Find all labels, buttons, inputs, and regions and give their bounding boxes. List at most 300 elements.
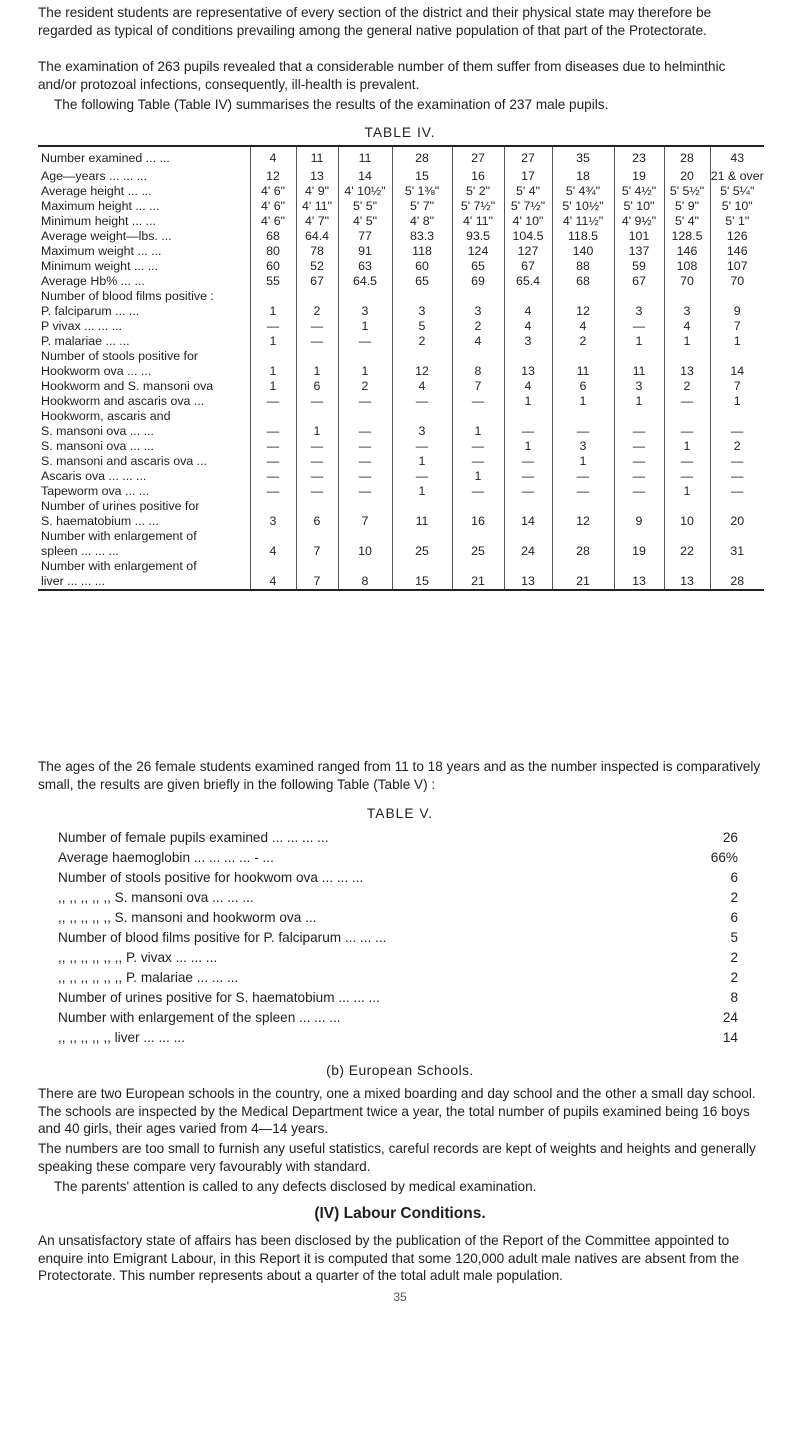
table-cell: 7	[710, 379, 764, 394]
table-cell: 7	[710, 319, 764, 334]
table-cell	[614, 409, 664, 424]
item-label: Number with enlargement of the spleen ... ... ...	[58, 1010, 341, 1025]
table-cell: 65.4	[504, 274, 552, 289]
table-cell	[664, 349, 710, 364]
table-cell: 67	[296, 274, 338, 289]
table-cell: 6	[296, 379, 338, 394]
table-cell: 13	[664, 364, 710, 379]
item-value: 2	[730, 970, 738, 985]
table-cell: 8	[452, 364, 504, 379]
table-cell	[614, 349, 664, 364]
table-row	[38, 514, 764, 529]
table-cell: 3	[392, 304, 452, 319]
row-label: Number with enlargement of	[41, 529, 197, 543]
table-cell: —	[296, 469, 338, 484]
table-cell: 31	[710, 544, 764, 559]
table-cell: 5' 4"	[664, 214, 710, 229]
table-cell: 3	[614, 304, 664, 319]
table-cell: 1	[504, 439, 552, 454]
item-label: ,, ,, ,, ,, ,, ,, P. vivax ... ... ...	[58, 950, 218, 965]
row-label: Average weight—lbs. ...	[41, 229, 172, 243]
table-cell: —	[452, 454, 504, 469]
list-item	[58, 848, 738, 868]
table-cell: 4	[504, 379, 552, 394]
table-cell: 21	[452, 574, 504, 589]
list-item	[58, 968, 738, 988]
table-cell: 67	[504, 259, 552, 274]
table-cell	[296, 499, 338, 514]
table-cell	[250, 529, 296, 544]
table-cell	[392, 529, 452, 544]
row-label: P. falciparum ... ...	[41, 304, 140, 318]
table-cell: —	[664, 394, 710, 409]
table-cell: 10	[664, 514, 710, 529]
table-cell	[504, 499, 552, 514]
list-item	[58, 868, 738, 888]
page-number: 35	[393, 1290, 407, 1304]
table-cell	[552, 349, 614, 364]
table-cell: 1	[250, 379, 296, 394]
table-v-title: TABLE V.	[366, 806, 434, 821]
table-cell	[452, 349, 504, 364]
table-cell: —	[296, 484, 338, 499]
row-label: Maximum height ... ...	[41, 199, 160, 213]
table-row	[38, 499, 764, 514]
table-cell: —	[296, 319, 338, 334]
table-cell: 28	[710, 574, 764, 589]
table-cell: 83.3	[392, 229, 452, 244]
table-cell: 93.5	[452, 229, 504, 244]
table-cell: 13	[296, 169, 338, 184]
table-cell: 1	[296, 364, 338, 379]
table-cell: 5' 10"	[710, 199, 764, 214]
table-cell: —	[250, 394, 296, 409]
table-iv	[38, 145, 764, 591]
table-cell: 5' 4"	[504, 184, 552, 199]
table-cell: —	[504, 484, 552, 499]
table-cell: —	[504, 469, 552, 484]
table-cell: —	[250, 484, 296, 499]
table-cell	[552, 529, 614, 544]
table-row	[38, 394, 764, 409]
table-cell: 126	[710, 229, 764, 244]
table-row	[38, 424, 764, 439]
table-v	[58, 828, 738, 1048]
table-cell: 4' 11"	[452, 214, 504, 229]
table-cell: 4' 5"	[338, 214, 392, 229]
row-label: Number examined ... ...	[41, 151, 170, 165]
list-item	[58, 1028, 738, 1048]
table-row	[38, 484, 764, 499]
table-cell: —	[338, 334, 392, 349]
row-label: Tapeworm ova ... ...	[41, 484, 150, 498]
table-cell: —	[250, 319, 296, 334]
table-row	[38, 244, 764, 259]
table-cell	[710, 409, 764, 424]
table-cell: 118.5	[552, 229, 614, 244]
table-cell: —	[552, 424, 614, 439]
table-cell	[552, 559, 614, 574]
table-cell	[452, 409, 504, 424]
row-label: S. mansoni and ascaris ova ...	[41, 454, 207, 468]
row-label: Number with enlargement of	[41, 559, 197, 573]
table-cell: 137	[614, 244, 664, 259]
table-cell: 1	[250, 304, 296, 319]
table-cell: —	[338, 484, 392, 499]
table-cell: 15	[392, 574, 452, 589]
row-label: Hookworm, ascaris and	[41, 409, 171, 423]
table-cell: 17	[504, 169, 552, 184]
table-cell: 128.5	[664, 229, 710, 244]
table-cell: 4	[504, 304, 552, 319]
table-cell	[392, 559, 452, 574]
table-cell: 5' 7"	[392, 199, 452, 214]
table-cell: 60	[250, 259, 296, 274]
table-cell: —	[710, 424, 764, 439]
table-cell: —	[250, 454, 296, 469]
table-cell	[664, 559, 710, 574]
table-cell: 5' 7½"	[504, 199, 552, 214]
table-cell: —	[392, 394, 452, 409]
table-cell: 104.5	[504, 229, 552, 244]
table-cell: 16	[452, 169, 504, 184]
row-label: Average height ... ...	[41, 184, 152, 198]
table-cell: 88	[552, 259, 614, 274]
table-cell	[710, 349, 764, 364]
table-cell: 2	[552, 334, 614, 349]
table-cell: 7	[452, 379, 504, 394]
table-cell: —	[614, 454, 664, 469]
row-label: Hookworm and S. mansoni ova	[41, 379, 214, 393]
table-cell: 25	[452, 544, 504, 559]
table-cell	[710, 559, 764, 574]
list-item	[58, 948, 738, 968]
table-cell	[338, 559, 392, 574]
intro-paragraph-2: The examination of 263 pupils revealed that a considerable number of them suffer from diseases due to helminthic and/or protozoal infections, consequently, ill-health is prevalent.	[38, 59, 726, 92]
table-cell: 1	[392, 484, 452, 499]
row-label: Number of blood films positive :	[41, 289, 214, 303]
table-row	[38, 229, 764, 244]
item-value: 6	[730, 870, 738, 885]
table-cell: 146	[710, 244, 764, 259]
table-cell: 4' 9½"	[614, 214, 664, 229]
table-cell: 13	[614, 574, 664, 589]
table-cell: 4' 10"	[504, 214, 552, 229]
table-cell: 1	[296, 424, 338, 439]
between-paragraph: The ages of the 26 female students examined ranged from 11 to 18 years and as the number inspected is comparatively small, the results are given briefly in the following Table (Table V) :	[38, 759, 761, 792]
table-cell: 1	[614, 394, 664, 409]
row-label: P vivax ... ... ...	[41, 319, 123, 333]
table-row	[38, 319, 764, 334]
table-cell: 5' 9"	[664, 199, 710, 214]
row-label: Ascaris ova ... ... ...	[41, 469, 147, 483]
european-paragraph-1: There are two European schools in the country, one a mixed boarding and day school and the other a small day school. The schools are inspected by the Medical Department twice a year, the total number of pupils examined being 16 boys and 40 girls, their ages varied from 4—14 years.	[38, 1086, 756, 1136]
item-label: ,, ,, ,, ,, ,, S. mansoni ova ... ... ...	[58, 890, 254, 905]
row-label: Hookworm ova ... ...	[41, 364, 152, 378]
table-row	[38, 147, 764, 169]
table-cell: 1	[250, 334, 296, 349]
table-cell	[338, 499, 392, 514]
table-cell: 2	[392, 334, 452, 349]
european-schools-heading: (b) European Schools.	[326, 1063, 474, 1078]
table-cell: 12	[552, 514, 614, 529]
table-cell: 65	[392, 274, 452, 289]
labour-conditions-heading: (IV) Labour Conditions.	[314, 1205, 486, 1222]
item-label: ,, ,, ,, ,, ,, ,, P. malariae ... ... ...	[58, 970, 239, 985]
list-item	[58, 928, 738, 948]
table-cell: 14	[338, 169, 392, 184]
table-cell: 11	[338, 147, 392, 169]
table-cell: 16	[452, 514, 504, 529]
table-cell	[504, 409, 552, 424]
table-cell: 8	[338, 574, 392, 589]
table-cell: 4	[392, 379, 452, 394]
table-cell: —	[250, 424, 296, 439]
row-label: P. malariae ... ...	[41, 334, 130, 348]
table-cell: 1	[552, 454, 614, 469]
item-label: ,, ,, ,, ,, ,, liver ... ... ...	[58, 1030, 185, 1045]
table-cell	[250, 499, 296, 514]
table-row	[38, 454, 764, 469]
table-cell: 5' 7½"	[452, 199, 504, 214]
table-row	[38, 469, 764, 484]
table-cell: 68	[552, 274, 614, 289]
table-cell: 35	[552, 147, 614, 169]
table-cell: 4' 11"	[296, 199, 338, 214]
row-label: Hookworm and ascaris ova ...	[41, 394, 205, 408]
table-cell: —	[338, 469, 392, 484]
table-cell: 22	[664, 544, 710, 559]
table-cell: —	[392, 439, 452, 454]
row-label: liver ... ... ...	[41, 574, 106, 588]
table-cell: 24	[504, 544, 552, 559]
table-iv-title: TABLE IV.	[364, 125, 436, 140]
table-cell	[710, 289, 764, 304]
table-cell: 1	[614, 334, 664, 349]
table-cell: 68	[250, 229, 296, 244]
labour-paragraph: An unsatisfactory state of affairs has been disclosed by the publication of the Report of the Committee appointed to enquire into Emigrant Labour, in this Report it is computed that some 120,000 adult male natives are absent from the Protectorate. This number represents about a quarter of the total adult male population.	[38, 1233, 740, 1283]
table-cell: 5' 10½"	[552, 199, 614, 214]
table-cell: 140	[552, 244, 614, 259]
item-value: 2	[730, 890, 738, 905]
list-item	[58, 888, 738, 908]
table-cell: —	[250, 439, 296, 454]
table-cell: —	[614, 439, 664, 454]
row-label: Average Hb% ... ...	[41, 274, 145, 288]
table-cell: 20	[664, 169, 710, 184]
table-cell: 3	[614, 379, 664, 394]
table-cell: 14	[504, 514, 552, 529]
table-cell	[710, 529, 764, 544]
table-cell	[392, 289, 452, 304]
table-row	[38, 439, 764, 454]
table-cell	[614, 529, 664, 544]
table-cell	[296, 529, 338, 544]
table-cell: 7	[296, 544, 338, 559]
row-label: Age—years ... ... ...	[41, 169, 148, 183]
table-cell	[392, 349, 452, 364]
table-cell: 27	[452, 147, 504, 169]
table-cell: 5' 10"	[614, 199, 664, 214]
table-cell	[296, 349, 338, 364]
table-cell: 28	[552, 544, 614, 559]
table-cell: —	[552, 484, 614, 499]
table-cell: —	[338, 439, 392, 454]
table-cell	[296, 559, 338, 574]
item-label: Number of female pupils examined ... ... ... ...	[58, 830, 329, 845]
table-cell	[452, 529, 504, 544]
table-row	[38, 274, 764, 289]
table-cell: 6	[552, 379, 614, 394]
table-cell: 4' 9"	[296, 184, 338, 199]
table-cell: —	[504, 454, 552, 469]
table-cell: 124	[452, 244, 504, 259]
table-cell: —	[664, 454, 710, 469]
table-cell: —	[614, 484, 664, 499]
list-item	[58, 908, 738, 928]
item-label: Average haemoglobin ... ... ... ... - ...	[58, 850, 274, 865]
table-cell: 101	[614, 229, 664, 244]
table-cell: 3	[250, 514, 296, 529]
item-value: 8	[730, 990, 738, 1005]
table-cell	[614, 289, 664, 304]
table-cell: —	[338, 454, 392, 469]
row-label: Minimum weight ... ...	[41, 259, 159, 273]
table-cell: 4' 7"	[296, 214, 338, 229]
table-cell	[452, 559, 504, 574]
item-label: ,, ,, ,, ,, ,, S. mansoni and hookworm ova ...	[58, 910, 317, 925]
table-cell: 5	[392, 319, 452, 334]
table-cell: 78	[296, 244, 338, 259]
table-cell: 4	[250, 147, 296, 169]
table-cell: —	[250, 469, 296, 484]
table-cell	[664, 289, 710, 304]
european-paragraph-3: The parents' attention is called to any defects disclosed by medical examination.	[54, 1179, 537, 1194]
table-cell: —	[452, 394, 504, 409]
table-row	[38, 559, 764, 574]
table-cell: 4	[250, 574, 296, 589]
table-cell: 5' 5½"	[664, 184, 710, 199]
table-cell	[504, 529, 552, 544]
table-cell	[664, 409, 710, 424]
table-cell: 12	[250, 169, 296, 184]
table-cell: 9	[614, 514, 664, 529]
table-cell: 1	[664, 439, 710, 454]
table-cell: 25	[392, 544, 452, 559]
table-cell: 15	[392, 169, 452, 184]
table-cell: —	[664, 424, 710, 439]
table-cell	[250, 289, 296, 304]
row-label: Number of urines positive for	[41, 499, 200, 513]
table-cell: 64.5	[338, 274, 392, 289]
table-cell: 27	[504, 147, 552, 169]
table-cell: 23	[614, 147, 664, 169]
table-cell: 18	[552, 169, 614, 184]
table-cell	[250, 559, 296, 574]
table-cell	[614, 559, 664, 574]
table-cell	[710, 499, 764, 514]
table-cell	[552, 499, 614, 514]
table-cell: 5' 1⅜"	[392, 184, 452, 199]
table-cell: 67	[614, 274, 664, 289]
table-cell: —	[296, 334, 338, 349]
table-cell: 4	[250, 544, 296, 559]
table-cell: 4' 6"	[250, 184, 296, 199]
table-cell: 12	[392, 364, 452, 379]
table-cell: 52	[296, 259, 338, 274]
table-cell	[392, 499, 452, 514]
table-cell: 1	[664, 484, 710, 499]
table-row	[38, 169, 764, 184]
table-cell: 2	[664, 379, 710, 394]
table-row	[38, 574, 764, 589]
item-value: 66%	[710, 850, 738, 865]
table-cell	[250, 349, 296, 364]
item-value: 14	[722, 1030, 738, 1045]
table-cell: 2	[452, 319, 504, 334]
table-cell: 6	[296, 514, 338, 529]
table-cell: 4	[664, 319, 710, 334]
table-cell	[504, 559, 552, 574]
list-item	[58, 828, 738, 848]
table-cell: 4' 10½"	[338, 184, 392, 199]
table-row	[38, 379, 764, 394]
table-cell: 9	[710, 304, 764, 319]
table-cell: 70	[710, 274, 764, 289]
item-value: 26	[722, 830, 738, 845]
table-cell: —	[452, 484, 504, 499]
table-cell: 1	[250, 364, 296, 379]
table-cell: 11	[552, 364, 614, 379]
item-value: 6	[730, 910, 738, 925]
row-label: Number of stools positive for	[41, 349, 199, 363]
table-row	[38, 349, 764, 364]
table-cell: —	[614, 424, 664, 439]
table-row	[38, 364, 764, 379]
table-cell: 60	[392, 259, 452, 274]
table-cell: 4	[452, 334, 504, 349]
table-cell: 1	[710, 334, 764, 349]
table-cell: 2	[710, 439, 764, 454]
table-cell: 11	[392, 514, 452, 529]
table-cell: —	[614, 319, 664, 334]
table-cell: —	[296, 394, 338, 409]
table-cell	[250, 409, 296, 424]
table-cell: 12	[552, 304, 614, 319]
table-cell: 43	[710, 147, 764, 169]
table-cell: 59	[614, 259, 664, 274]
table-cell: —	[504, 424, 552, 439]
table-row	[38, 304, 764, 319]
european-paragraph-2: The numbers are too small to furnish any useful statistics, careful records are kept of weights and heights and generally speaking these compare very favourably with standard.	[38, 1141, 756, 1174]
table-cell: 28	[664, 147, 710, 169]
table-cell: —	[296, 454, 338, 469]
table-cell: 1	[452, 469, 504, 484]
row-label: spleen ... ... ...	[41, 544, 119, 558]
table-cell	[392, 409, 452, 424]
table-cell: —	[338, 424, 392, 439]
item-value: 24	[722, 1010, 738, 1025]
table-cell: 5' 4¾"	[552, 184, 614, 199]
table-cell: 107	[710, 259, 764, 274]
table-cell: 4	[504, 319, 552, 334]
item-value: 5	[730, 930, 738, 945]
table-cell: 28	[392, 147, 452, 169]
table-cell: 13	[664, 574, 710, 589]
table-cell: 4	[552, 319, 614, 334]
table-cell: 21 & over	[710, 169, 764, 183]
item-label: Number of blood films positive for P. falciparum ... ... ...	[58, 930, 387, 945]
